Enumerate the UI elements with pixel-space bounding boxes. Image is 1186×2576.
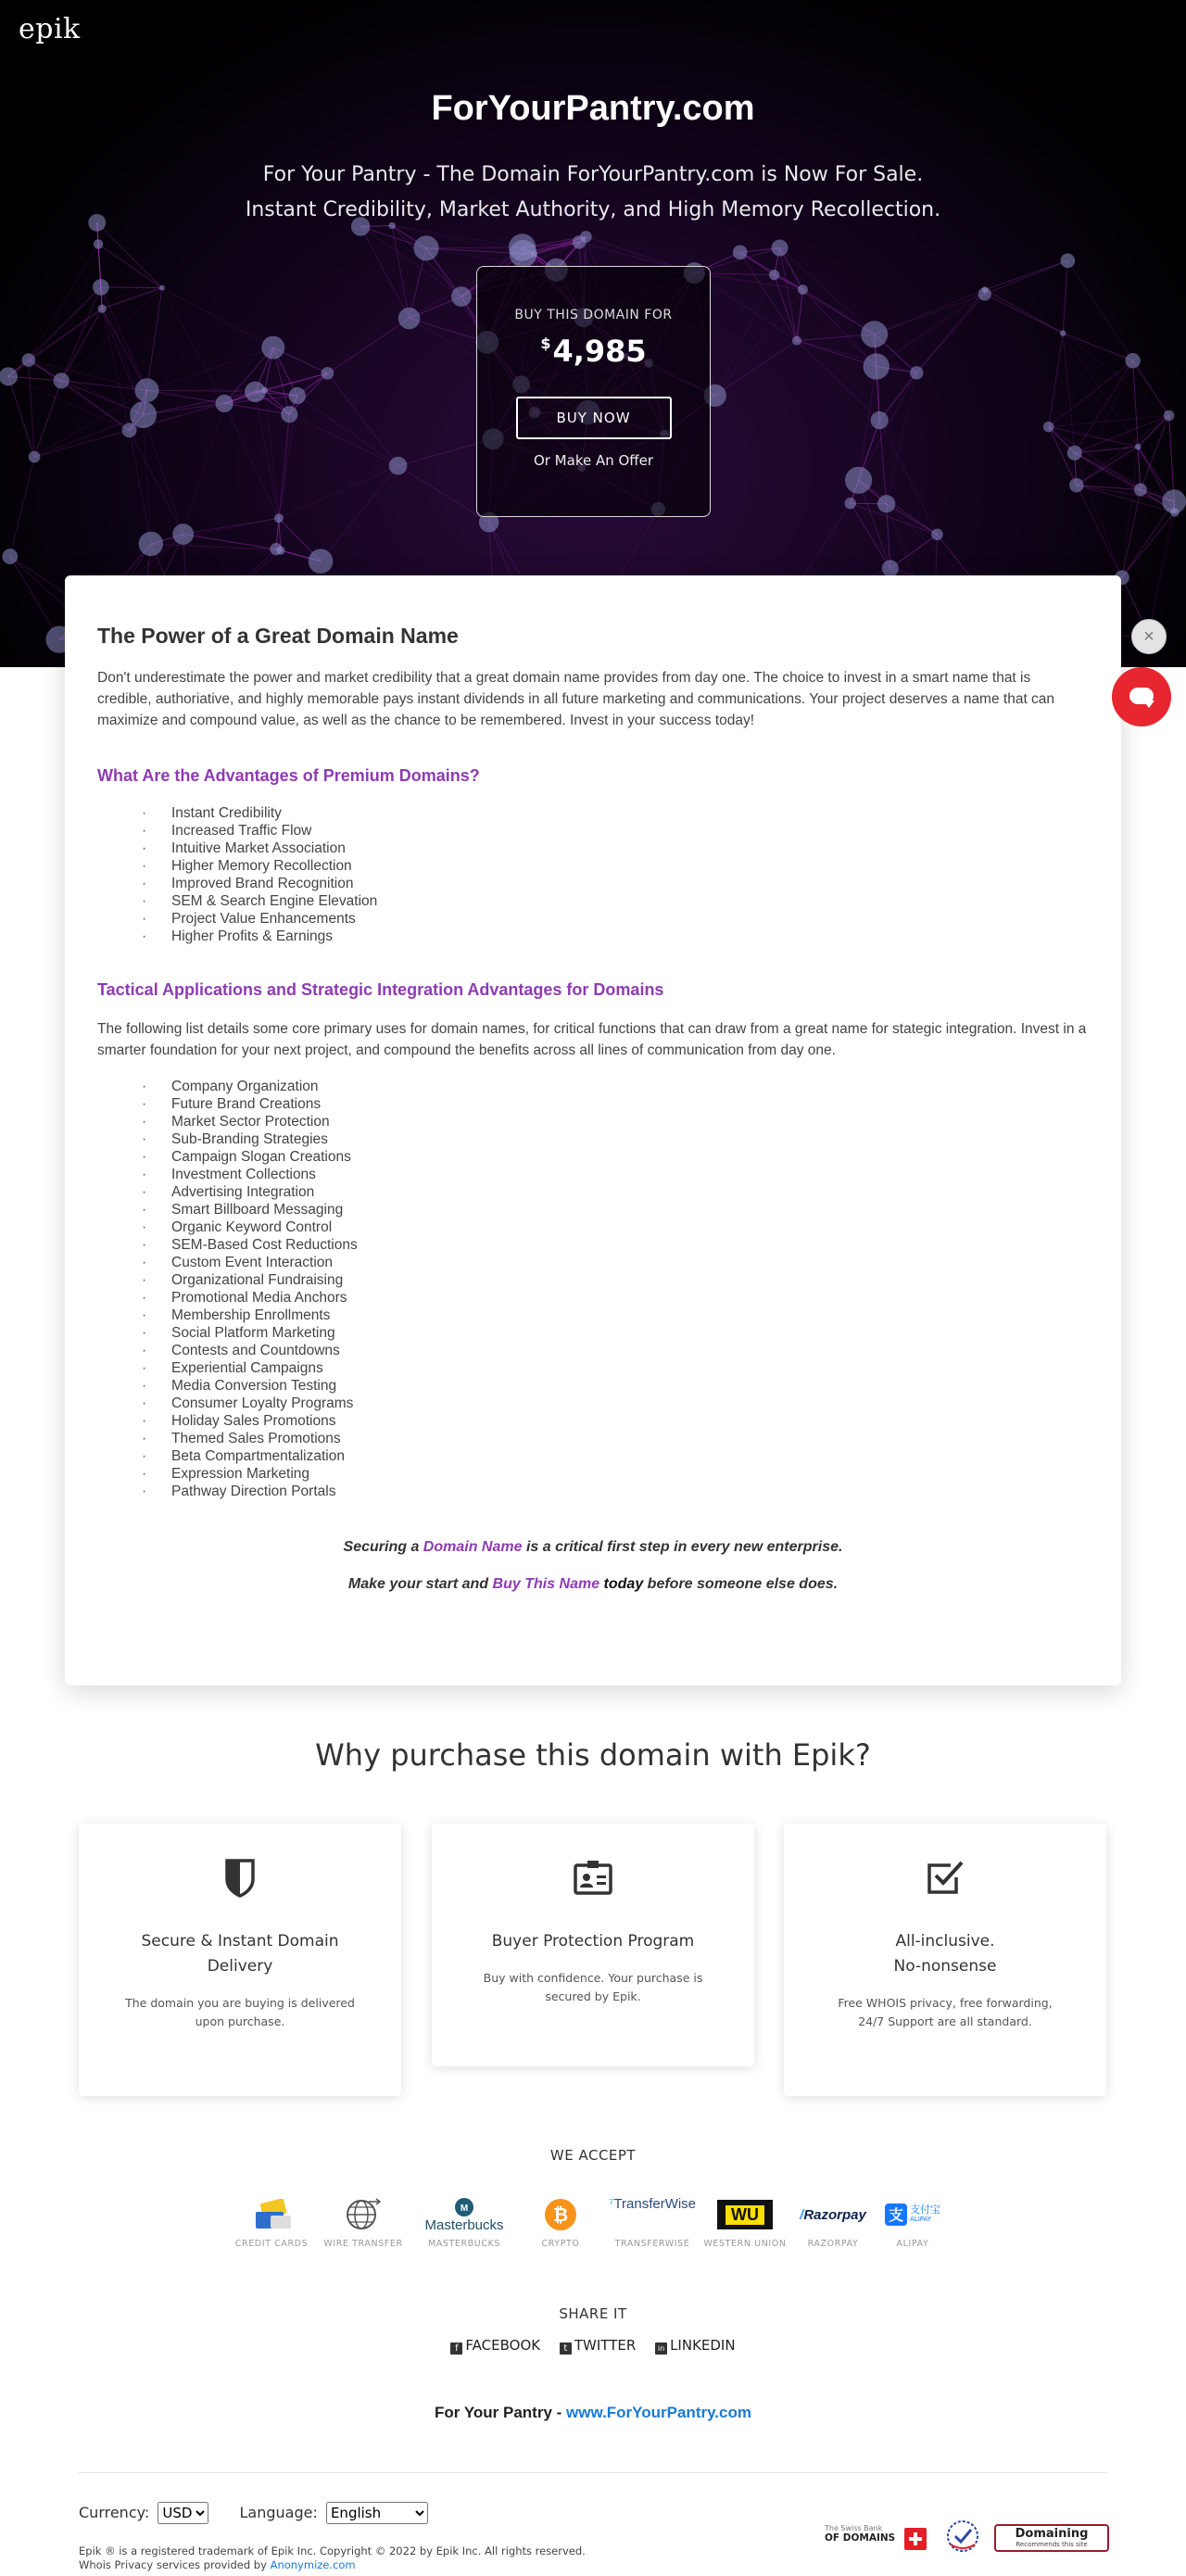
tagline-2-today: today bbox=[599, 1576, 644, 1592]
payment-label: RAZORPAY bbox=[807, 2239, 859, 2249]
footer-name-text: For Your Pantry - bbox=[435, 2404, 567, 2421]
list-item: · Consumer Loyalty Programs bbox=[142, 1395, 1089, 1412]
share-twitter-link[interactable] bbox=[560, 2337, 636, 2355]
payment-label: WESTERN UNION bbox=[703, 2239, 787, 2249]
hero-subtitle-line-2: Instant Credibility, Market Authority, and High Memory Recollection. bbox=[245, 198, 941, 221]
list-item: · Promotional Media Anchors bbox=[142, 1289, 1089, 1307]
payment-label: MASTERBUCKS bbox=[427, 2239, 501, 2249]
close-chat-button[interactable] bbox=[1131, 619, 1167, 654]
price bbox=[477, 334, 710, 369]
feature-title-line-1: All-inclusive. bbox=[895, 1932, 995, 1951]
epik-logo[interactable]: epik bbox=[19, 13, 81, 45]
razorpay-logo-text: Razorpay bbox=[803, 2206, 866, 2223]
list-item: · Campaign Slogan Creations bbox=[142, 1148, 1089, 1166]
tagline-1-text: Securing a bbox=[343, 1539, 423, 1555]
list-item: · Smart Billboard Messaging bbox=[142, 1201, 1089, 1219]
svg-text:₿: ₿ bbox=[552, 2205, 569, 2226]
share-links bbox=[0, 2337, 1186, 2355]
domaining-badge-sub: Recommends this site bbox=[1016, 2541, 1088, 2548]
list-item: · Higher Memory Recollection bbox=[142, 857, 1089, 875]
hero-subtitle-line-1: For Your Pantry - The Domain ForYourPantry.com is Now For Sale. bbox=[262, 163, 924, 186]
feature-text: Buy with confidence. Your purchase is secured by Epik. bbox=[483, 1971, 703, 2003]
copyright-text: Epik ® is a registered trademark of Epik Inc. Copyright © 2022 by Epik Inc. All rights reserved. bbox=[79, 2544, 586, 2557]
list-item: · Investment Collections bbox=[142, 1166, 1089, 1183]
buy-now-button[interactable]: BUY NOW bbox=[516, 397, 672, 439]
globe-icon bbox=[345, 2198, 382, 2231]
buy-box bbox=[476, 266, 711, 517]
currency-symbol: $ bbox=[540, 335, 551, 352]
payment-label: ALIPAY bbox=[896, 2239, 929, 2249]
alipay-logo-text: 支付宝 bbox=[910, 2203, 940, 2216]
whois-prefix: Whois Privacy services provided by bbox=[79, 2558, 271, 2571]
swiss-badge-line-2: OF DOMAINS bbox=[825, 2532, 896, 2544]
currency-language-row bbox=[79, 2502, 428, 2524]
list-item: · Advertising Integration bbox=[142, 1183, 1089, 1201]
chat-button[interactable] bbox=[1112, 667, 1171, 726]
feature-card-protection bbox=[432, 1824, 754, 2066]
feature-card-secure bbox=[79, 1824, 401, 2096]
feature-title bbox=[784, 1929, 1106, 1979]
why-title: Why purchase this domain with Epik? bbox=[315, 1737, 871, 1773]
twitter-icon: t bbox=[560, 2342, 572, 2355]
footer-domain-name bbox=[0, 2404, 1186, 2422]
facebook-icon: f bbox=[450, 2342, 462, 2355]
share-linkedin-link[interactable] bbox=[655, 2337, 736, 2355]
list-item: · SEM-Based Cost Reductions bbox=[142, 1236, 1089, 1254]
list-item: · Pathway Direction Portals bbox=[142, 1483, 1089, 1500]
buy-label: BUY THIS DOMAIN FOR bbox=[514, 308, 673, 322]
masterbucks-icon bbox=[454, 2197, 474, 2217]
feature-title bbox=[432, 1929, 754, 1954]
linkedin-icon: in bbox=[655, 2342, 667, 2355]
whois-text bbox=[79, 2558, 586, 2572]
tactical-intro: The following list details some core primary uses for domain names, for critical functions that can draw from a great name for stategic integration. Invest in a smarter foundation for your next project, and compound the benefits across all lines of communication from day one. bbox=[97, 1021, 1087, 1058]
payment-label: CRYPTO bbox=[541, 2239, 580, 2249]
alipay-icon bbox=[885, 2203, 940, 2226]
currency-select[interactable] bbox=[158, 2502, 208, 2524]
list-item: · Media Conversion Testing bbox=[142, 1377, 1089, 1395]
hero-section bbox=[0, 0, 1186, 667]
swiss-cross-icon bbox=[904, 2528, 927, 2550]
tagline-1-text-end: is a critical first step in every new enterprise. bbox=[522, 1539, 843, 1555]
share-facebook-link[interactable] bbox=[450, 2337, 540, 2355]
feature-title-line-1: Secure & Instant Domain bbox=[141, 1932, 339, 1951]
domain-name-link[interactable]: Domain Name bbox=[423, 1539, 523, 1555]
razorpay-icon: /Razorpay bbox=[800, 2206, 866, 2223]
payment-label: CREDIT CARDS bbox=[234, 2239, 309, 2249]
tactical-heading: Tactical Applications and Strategic Integration Advantages for Domains bbox=[97, 980, 664, 999]
svg-text:M: M bbox=[460, 2203, 469, 2214]
payment-razorpay bbox=[790, 2196, 876, 2249]
masterbucks-logo-text: Masterbucks bbox=[424, 2216, 504, 2233]
footer-domain-link[interactable]: www.ForYourPantry.com bbox=[566, 2404, 751, 2421]
language-select[interactable] bbox=[326, 2502, 428, 2524]
hero-subtitle bbox=[0, 158, 1186, 228]
payment-crypto bbox=[519, 2196, 602, 2249]
tagline-2-text: Make your start and bbox=[347, 1576, 493, 1592]
payment-transferwise bbox=[610, 2196, 695, 2249]
domaining-badge[interactable] bbox=[994, 2524, 1109, 2552]
feature-title-line-1: Buyer Protection Program bbox=[491, 1932, 695, 1951]
feature-text: Free WHOIS privacy, free forwarding, 24/7 Support are all standard. bbox=[838, 1996, 1053, 2028]
list-item: · Future Brand Creations bbox=[142, 1095, 1089, 1113]
transferwise-logo-text: TransferWise bbox=[613, 2196, 697, 2212]
payment-label: TRANSFERWISE bbox=[614, 2239, 690, 2249]
hero-title: ForYourPantry.com bbox=[431, 89, 755, 128]
tagline-2-text-end: before someone else does. bbox=[643, 1576, 839, 1592]
advantages-heading: What Are the Advantages of Premium Domains? bbox=[97, 766, 480, 785]
currency-label: Currency: bbox=[79, 2504, 150, 2521]
alipay-mark bbox=[885, 2203, 907, 2226]
swiss-bank-badge[interactable] bbox=[825, 2524, 927, 2544]
bitcoin-icon bbox=[544, 2198, 577, 2231]
advantages-list bbox=[97, 804, 1089, 945]
list-item: · Market Sector Protection bbox=[142, 1113, 1089, 1130]
content-intro: Don't underestimate the power and market credibility that a great domain name provides from day one. The choice to invest in a smart name that is credible, authoriative, and highly memorable pays instant dividends in all future marketing and communications. Your project deserves a name that can maximize and compound value, as well as the chance to be remembered. Invest in your success today! bbox=[97, 670, 1055, 728]
buy-this-name-link[interactable]: Buy This Name bbox=[492, 1576, 600, 1592]
tagline-2 bbox=[97, 1576, 1089, 1593]
share-label: LINKEDIN bbox=[670, 2337, 736, 2354]
verified-seal-icon[interactable] bbox=[945, 2519, 980, 2554]
legal-text bbox=[79, 2544, 586, 2572]
list-item: · Social Platform Marketing bbox=[142, 1324, 1089, 1342]
list-item: · Experiential Campaigns bbox=[142, 1359, 1089, 1377]
price-value: 4,985 bbox=[552, 334, 647, 369]
list-item: · Custom Event Interaction bbox=[142, 1254, 1089, 1271]
list-item: · Company Organization bbox=[142, 1078, 1089, 1095]
list-item: · Intuitive Market Association bbox=[142, 840, 1089, 857]
share-label: TWITTER bbox=[574, 2337, 637, 2354]
we-accept-title: WE ACCEPT bbox=[549, 2147, 637, 2164]
close-icon: × bbox=[1143, 626, 1154, 647]
list-item: · Project Value Enhancements bbox=[142, 910, 1089, 928]
payment-credit-cards bbox=[230, 2196, 313, 2249]
list-item: · Sub-Branding Strategies bbox=[142, 1130, 1089, 1148]
feature-card-all-inclusive bbox=[784, 1824, 1106, 2096]
feature-title bbox=[79, 1929, 401, 1979]
list-item: · Organizational Fundraising bbox=[142, 1271, 1089, 1289]
list-item: · Higher Profits & Earnings bbox=[142, 928, 1089, 945]
chat-bubble-tail bbox=[1143, 701, 1154, 708]
payment-wire-transfer bbox=[322, 2196, 405, 2249]
list-item: · Increased Traffic Flow bbox=[142, 822, 1089, 840]
payment-label: WIRE TRANSFER bbox=[323, 2239, 403, 2249]
payment-western-union bbox=[702, 2196, 788, 2249]
list-item: · Organic Keyword Control bbox=[142, 1219, 1089, 1236]
feature-title-line-2: Delivery bbox=[207, 1957, 273, 1976]
credit-cards-icon bbox=[250, 2199, 293, 2230]
id-card-icon bbox=[573, 1857, 613, 1898]
western-union-icon bbox=[717, 2200, 773, 2229]
content-heading: The Power of a Great Domain Name bbox=[97, 624, 459, 648]
alipay-logo-sub: ALIPAY bbox=[910, 2216, 932, 2223]
payment-masterbucks bbox=[423, 2196, 506, 2249]
list-item: · Beta Compartmentalization bbox=[142, 1447, 1089, 1465]
list-item: · Contests and Countdowns bbox=[142, 1342, 1089, 1359]
list-item: · Membership Enrollments bbox=[142, 1307, 1089, 1324]
swiss-badge-line-1: The Swiss Bank bbox=[825, 2524, 883, 2532]
payment-alipay bbox=[871, 2196, 954, 2249]
domaining-badge-title: Domaining bbox=[1015, 2527, 1089, 2541]
list-item: · Themed Sales Promotions bbox=[142, 1430, 1089, 1447]
list-item: · Holiday Sales Promotions bbox=[142, 1412, 1089, 1430]
anonymize-link[interactable]: Anonymize.com bbox=[270, 2558, 356, 2571]
share-label: FACEBOOK bbox=[465, 2337, 541, 2354]
list-item: · SEM & Search Engine Elevation bbox=[142, 892, 1089, 910]
feature-title-line-2: No-nonsense bbox=[893, 1957, 997, 1976]
shield-icon bbox=[220, 1857, 260, 1898]
content-card bbox=[65, 575, 1121, 1686]
feature-text: The domain you are buying is delivered upon purchase. bbox=[125, 1996, 355, 2028]
make-offer-link[interactable]: Or Make An Offer bbox=[533, 452, 654, 469]
uses-list bbox=[97, 1078, 1089, 1500]
footer-divider bbox=[79, 2472, 1107, 2473]
checkbox-icon bbox=[925, 1857, 965, 1898]
western-union-logo-text: WU bbox=[725, 2205, 764, 2225]
list-item: · Expression Marketing bbox=[142, 1465, 1089, 1483]
list-item: · Instant Credibility bbox=[142, 804, 1089, 822]
share-title: SHARE IT bbox=[559, 2305, 627, 2322]
list-item: · Improved Brand Recognition bbox=[142, 875, 1089, 892]
svg-text:支: 支 bbox=[888, 2206, 904, 2224]
tagline-1 bbox=[97, 1539, 1089, 1556]
transferwise-icon: ⁷TransferWise bbox=[608, 2196, 697, 2212]
language-label: Language: bbox=[239, 2504, 318, 2521]
